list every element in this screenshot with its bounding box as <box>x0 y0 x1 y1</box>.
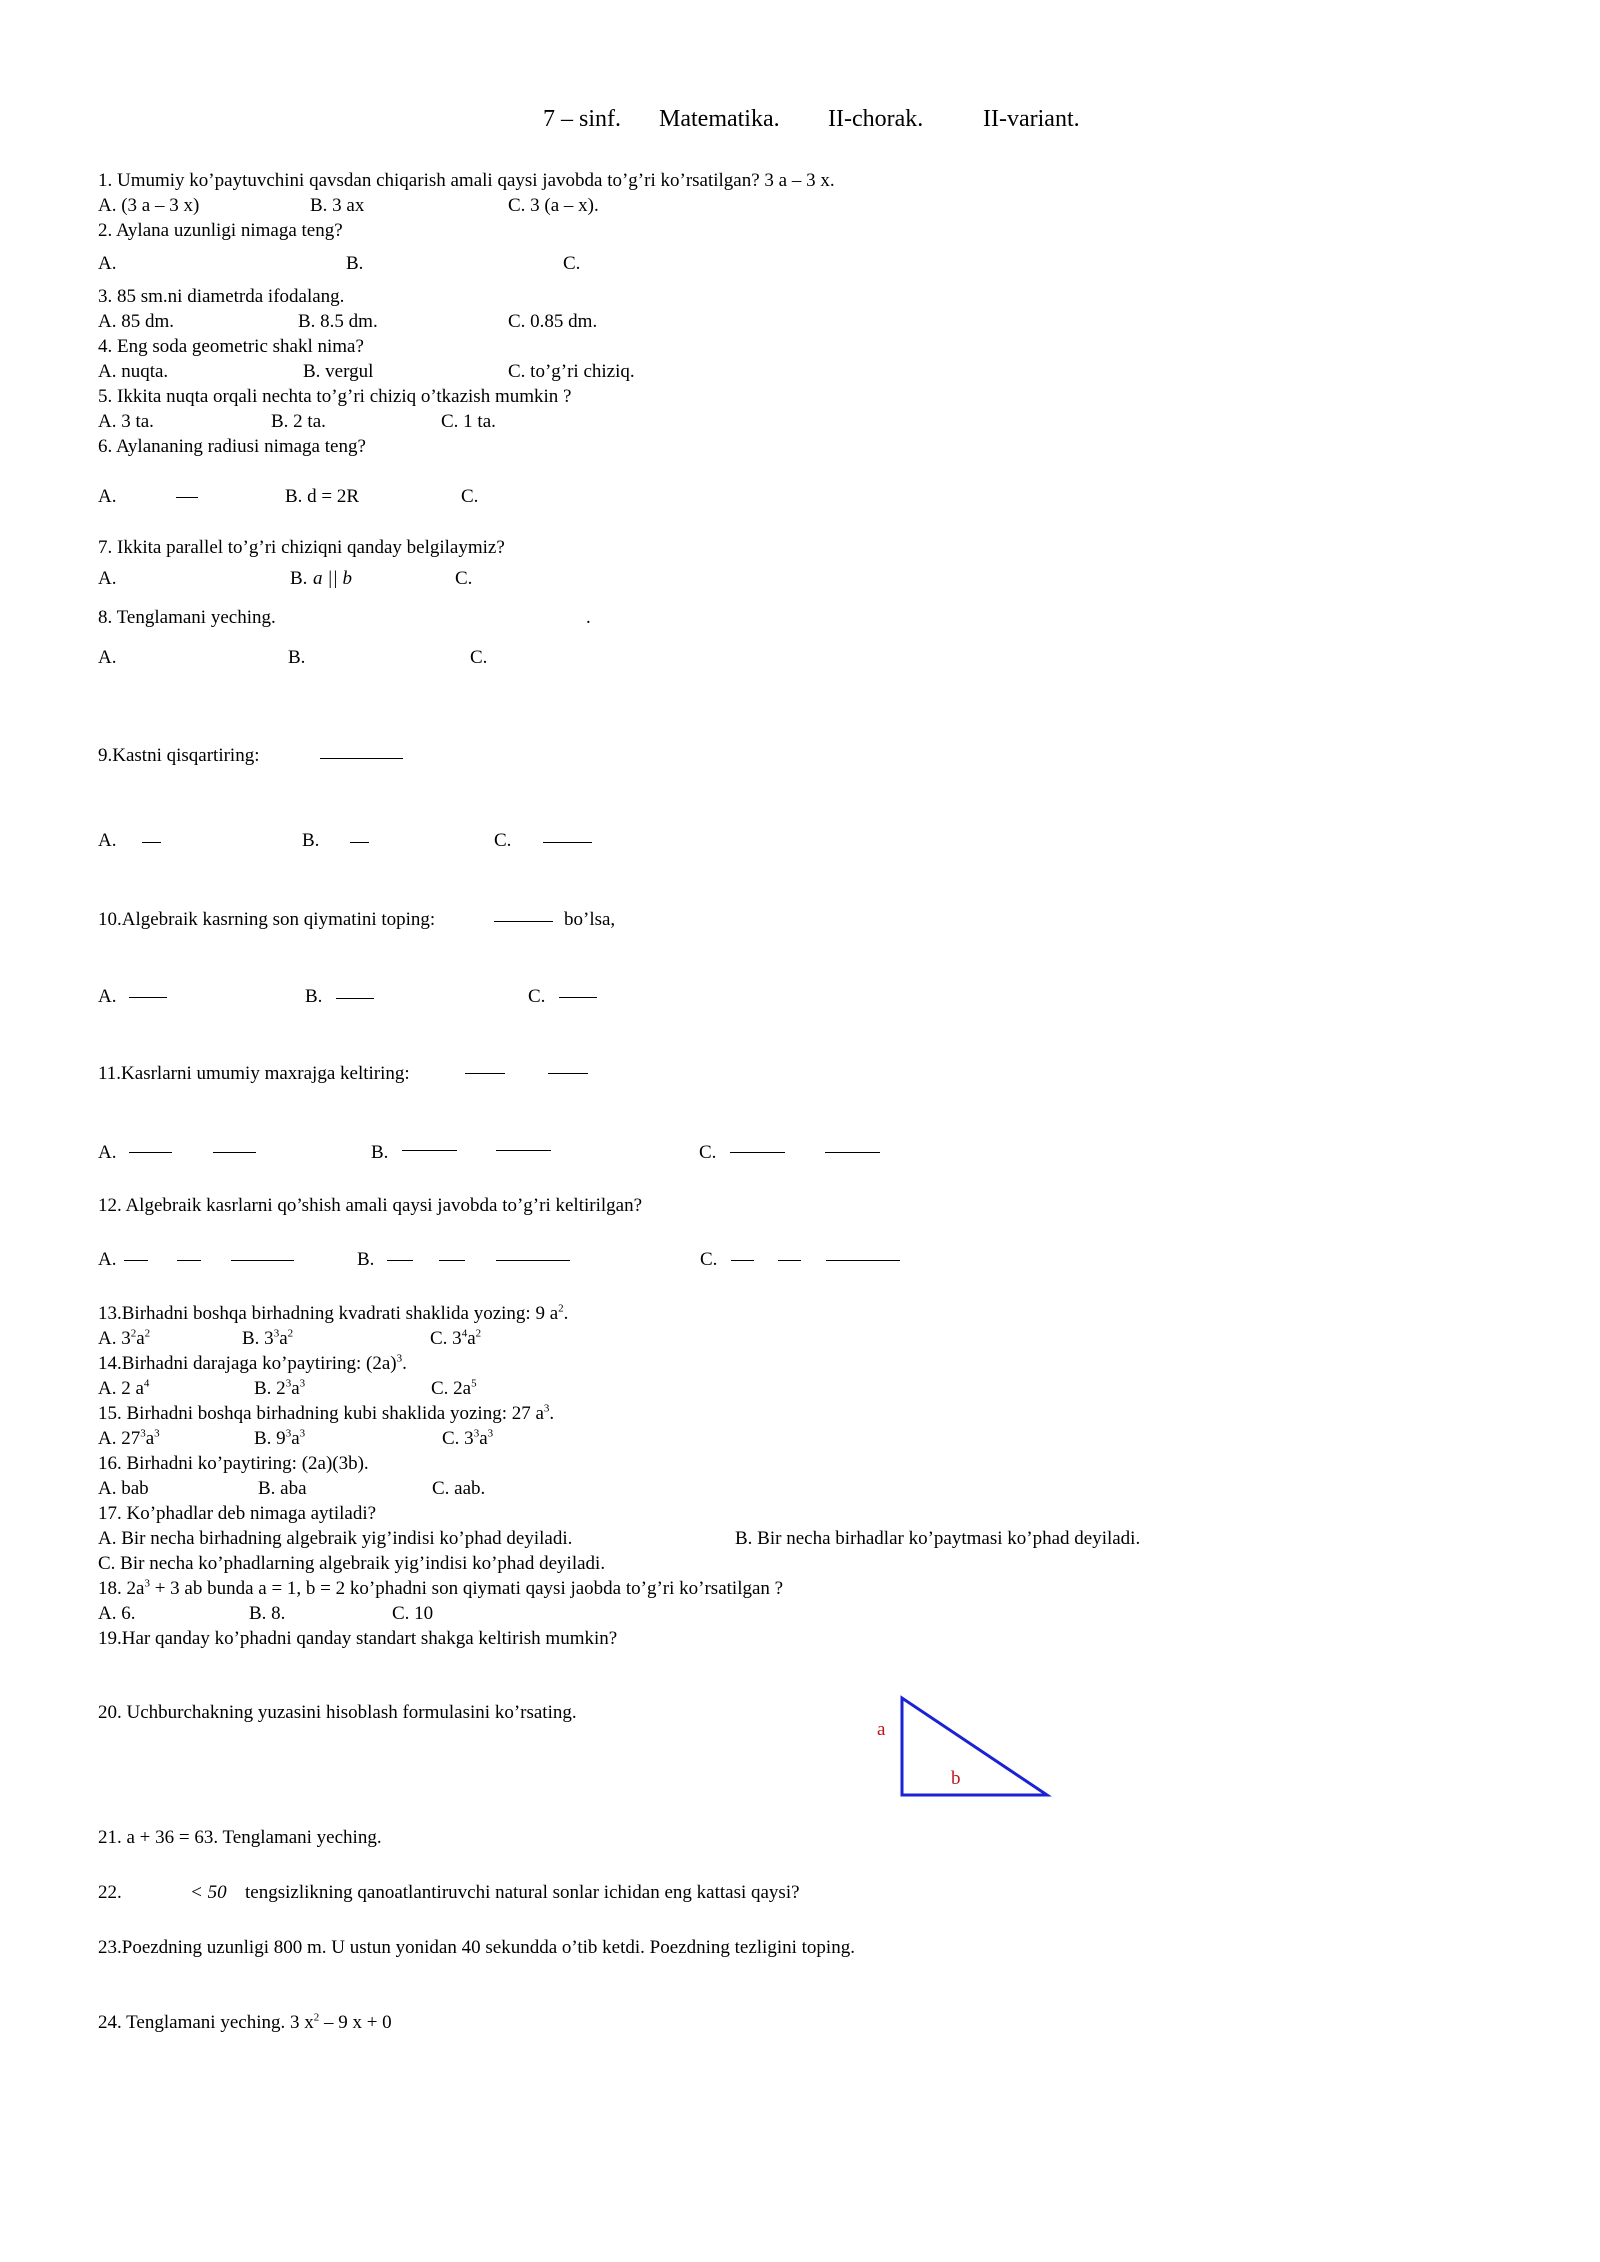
question-23: 23.Poezdning uzunligi 800 m. U ustun yonidan 40 sekundda o’tib ketdi. Poezdning tezligini toping. <box>98 1937 855 1958</box>
q8-period: . <box>586 607 591 628</box>
q11-option-a: A. <box>98 1142 117 1163</box>
fraction-bar <box>778 1260 801 1261</box>
question-24: 24. Tenglamani yeching. 3 $x^2 - 9$ x + 0 <box>98 2011 392 2033</box>
q4-option-a: A. nuqta. <box>98 361 169 382</box>
right-triangle-figure <box>895 1690 1055 1802</box>
q6-option-b: B. d = 2R <box>285 486 360 507</box>
q5-option-b: B. 2 ta. <box>271 411 326 432</box>
header-subject: Matematika. <box>659 106 780 132</box>
q3-option-a: A. 85 dm. <box>98 311 174 332</box>
q9-option-c: C. <box>494 830 512 851</box>
header-variant: II-variant. <box>983 106 1080 132</box>
q2-option-c: C. <box>563 253 581 274</box>
triangle-label-a: a <box>877 1719 886 1740</box>
question-22-math: < 50 <box>190 1882 227 1903</box>
q18-option-a: A. 6. <box>98 1603 136 1624</box>
question-21: 21. a + 36 = 63. Tenglamani yeching. <box>98 1827 382 1848</box>
q8-option-a: A. <box>98 647 117 668</box>
q7-option-a: A. <box>98 568 117 589</box>
q16-option-a: A. bab <box>98 1478 149 1499</box>
header-quarter: II-chorak. <box>828 106 924 132</box>
question-17: 17. Ko’phadlar deb nimaga aytiladi? <box>98 1503 377 1524</box>
question-20: 20. Uchburchakning yuzasini hisoblash formulasini ko’rsating. <box>98 1702 577 1723</box>
q12-option-c: C. <box>700 1249 718 1270</box>
q15-option-c: C. $3^3a^3$ <box>442 1427 494 1449</box>
q12-option-b: B. <box>357 1249 375 1270</box>
q3-option-c: C. 0.85 dm. <box>508 311 598 332</box>
q4-option-b: B. vergul <box>303 361 374 382</box>
q18-option-c: C. 10 <box>392 1603 434 1624</box>
fraction-bar <box>350 842 369 843</box>
fraction-bar <box>548 1073 588 1074</box>
question-15: 15. Birhadni boshqa birhadning kubi shaklida yozing: 27 $a^3$. <box>98 1402 555 1424</box>
q6-option-c: C. <box>461 486 479 507</box>
question-5: 5. Ikkita nuqta orqali nechta to’g’ri chiziq o’tkazish mumkin ? <box>98 386 572 407</box>
q7-option-b-math: a || b <box>313 568 352 589</box>
q12-option-a: A. <box>98 1249 117 1270</box>
question-13: 13.Birhadni boshqa birhadning kvadrati shaklida yozing: 9 $a^2$. <box>98 1302 569 1324</box>
fraction-bar <box>387 1260 413 1261</box>
fraction-bar <box>129 997 167 998</box>
question-11: 11.Kasrlarni umumiy maxrajga keltiring: <box>98 1063 410 1084</box>
q5-option-a: A. 3 ta. <box>98 411 154 432</box>
q9-option-b: B. <box>302 830 320 851</box>
question-22: tengsizlikning qanoatlantiruvchi natural sonlar ichidan eng kattasi qaysi? <box>245 1882 800 1903</box>
q17-option-c: C. Bir necha ko’phadlarning algebraik yig’indisi ko’phad deyiladi. <box>98 1553 606 1574</box>
q13-option-a: A. $3^2a^2$ <box>98 1327 151 1349</box>
question-14: 14.Birhadni darajaga ko’paytiring: $(2a)^3$. <box>98 1352 407 1374</box>
fraction-bar <box>231 1260 294 1261</box>
q7-option-b-label: B. <box>290 568 308 589</box>
fraction-bar <box>124 1260 148 1261</box>
fraction-bar <box>496 1260 570 1261</box>
q10-option-b: B. <box>305 986 323 1007</box>
q16-option-b: B. aba <box>258 1478 307 1499</box>
header-grade: 7 – sinf. <box>543 106 621 132</box>
q10-option-a: A. <box>98 986 117 1007</box>
q16-option-c: C. aab. <box>432 1478 486 1499</box>
q13-option-c: C. $3^4a^2$ <box>430 1327 482 1349</box>
question-16: 16. Birhadni ko’paytiring: (2a)(3b). <box>98 1453 369 1474</box>
q15-option-a: A. $27^3a^3$ <box>98 1427 160 1449</box>
fraction-bar <box>826 1260 900 1261</box>
q17-option-a: A. Bir necha birhadning algebraik yig’indisi ko’phad deyiladi. <box>98 1528 573 1549</box>
q9-option-a: A. <box>98 830 117 851</box>
q2-option-b: B. <box>346 253 364 274</box>
q6-option-a: A. <box>98 486 117 507</box>
question-22-number: 22. <box>98 1882 122 1903</box>
fraction-bar <box>402 1150 457 1151</box>
fraction-bar <box>494 921 553 922</box>
question-3: 3. 85 sm.ni diametrda ifodalang. <box>98 286 345 307</box>
q14-option-a: A. 2 $a^4$ <box>98 1377 150 1399</box>
q8-option-b: B. <box>288 647 306 668</box>
q1-option-c: C. 3 (a – x). <box>508 195 599 216</box>
fraction-bar <box>496 1150 551 1151</box>
fraction-bar <box>730 1152 785 1153</box>
q14-option-c: C. $2a^5$ <box>431 1377 477 1399</box>
question-18: 18. $2a^3 + 3$ ab bunda a = 1, b = 2 ko’phadni son qiymati qaysi jaobda to’g’ri ko’rsatilgan ? <box>98 1577 784 1599</box>
question-1: 1. Umumiy ko’paytuvchini qavsdan chiqarish amali qaysi javobda to’g’ri ko’rsatilgan? 3 a – 3 x. <box>98 170 835 191</box>
q7-option-c: C. <box>455 568 473 589</box>
triangle-label-b: b <box>951 1768 961 1789</box>
fraction-bar <box>336 998 374 999</box>
q10-option-c: C. <box>528 986 546 1007</box>
q15-option-b: B. $9^3a^3$ <box>254 1427 306 1449</box>
question-12: 12. Algebraik kasrlarni qo’shish amali qaysi javobda to’g’ri keltirilgan? <box>98 1195 643 1216</box>
triangle-shape <box>902 1698 1047 1795</box>
q13-option-b: B. $3^3a^2$ <box>242 1327 294 1349</box>
fraction-bar <box>731 1260 754 1261</box>
fraction-bar <box>543 842 592 843</box>
fraction-bar <box>465 1073 505 1074</box>
question-6: 6. Aylananing radiusi nimaga teng? <box>98 436 366 457</box>
fraction-bar <box>177 1260 201 1261</box>
question-4: 4. Eng soda geometric shakl nima? <box>98 336 364 357</box>
q1-option-b: B. 3 ax <box>310 195 365 216</box>
q18-option-b: B. 8. <box>249 1603 286 1624</box>
fraction-bar <box>320 758 403 759</box>
q10-suffix: bo’lsa, <box>564 909 616 930</box>
q4-option-c: C. to’g’ri chiziq. <box>508 361 635 382</box>
fraction-bar <box>439 1260 465 1261</box>
fraction-bar <box>559 997 597 998</box>
question-9: 9.Kastni qisqartiring: <box>98 745 260 766</box>
fraction-bar <box>176 497 198 498</box>
fraction-bar <box>825 1152 880 1153</box>
q2-option-a: A. <box>98 253 117 274</box>
q5-option-c: C. 1 ta. <box>441 411 496 432</box>
fraction-bar <box>213 1152 256 1153</box>
question-19: 19.Har qanday ko’phadni qanday standart shakga keltirish mumkin? <box>98 1628 618 1649</box>
question-8: 8. Tenglamani yeching. <box>98 607 276 628</box>
q17-option-b: B. Bir necha birhadlar ko’paytmasi ko’phad deyiladi. <box>735 1528 1141 1549</box>
question-2: 2. Aylana uzunligi nimaga teng? <box>98 220 343 241</box>
q11-option-b: B. <box>371 1142 389 1163</box>
q1-option-a: A. (3 a – 3 x) <box>98 195 200 216</box>
question-7: 7. Ikkita parallel to’g’ri chiziqni qanday belgilaymiz? <box>98 537 505 558</box>
question-10: 10.Algebraik kasrning son qiymatini toping: <box>98 909 436 930</box>
q3-option-b: B. 8.5 dm. <box>298 311 378 332</box>
fraction-bar <box>129 1152 172 1153</box>
fraction-bar <box>142 842 161 843</box>
q14-option-b: B. $2^3a^3$ <box>254 1377 306 1399</box>
q8-option-c: C. <box>470 647 488 668</box>
q11-option-c: C. <box>699 1142 717 1163</box>
